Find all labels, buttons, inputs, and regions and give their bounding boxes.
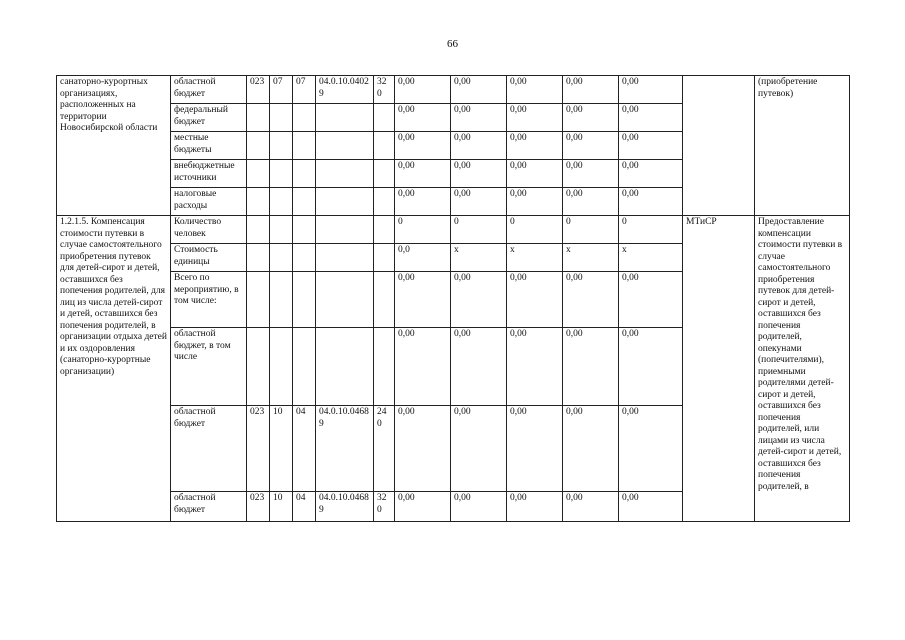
value-year-2-cell: 0,00 — [451, 76, 507, 104]
value-year-3-cell: 0,00 — [507, 160, 563, 188]
rz-cell — [270, 272, 293, 328]
value-year-2-cell: 0,00 — [451, 272, 507, 328]
value-year-1-cell: 0,00 — [395, 272, 451, 328]
funding-source-cell: Количество человек — [171, 216, 247, 244]
value-year-2-cell: 0,00 — [451, 492, 507, 522]
value-year-4-cell: x — [563, 244, 619, 272]
value-year-2-cell: 0,00 — [451, 328, 507, 406]
value-year-5-cell: 0,00 — [619, 104, 683, 132]
csr-cell — [316, 328, 374, 406]
rz-cell — [270, 188, 293, 216]
funding-source-cell: Всего по мероприятию, в том числе: — [171, 272, 247, 328]
rz-cell: 10 — [270, 406, 293, 492]
table-row — [57, 216, 850, 244]
value-year-3-cell: 0 — [507, 216, 563, 244]
value-year-1-cell: 0,00 — [395, 328, 451, 406]
value-year-5-cell: 0,00 — [619, 328, 683, 406]
funding-source-cell: федеральный бюджет — [171, 104, 247, 132]
value-year-3-cell: 0,00 — [507, 406, 563, 492]
value-year-2-cell: 0,00 — [451, 104, 507, 132]
measure-name-cell: санаторно-курортных организациях, расположенных на территории Новосибирской области — [57, 76, 171, 216]
csr-cell — [316, 104, 374, 132]
funding-source-cell: Стоимость единицы — [171, 244, 247, 272]
value-year-4-cell: 0 — [563, 216, 619, 244]
rz-cell — [270, 132, 293, 160]
csr-cell — [316, 132, 374, 160]
vr-cell — [374, 104, 395, 132]
responsible-executor-cell — [683, 76, 755, 216]
grbs-cell: 023 — [247, 492, 270, 522]
value-year-4-cell: 0,00 — [563, 76, 619, 104]
grbs-cell: 023 — [247, 76, 270, 104]
funding-source-cell: областной бюджет, в том числе — [171, 328, 247, 406]
csr-cell — [316, 188, 374, 216]
grbs-cell — [247, 216, 270, 244]
value-year-5-cell: x — [619, 244, 683, 272]
vr-cell — [374, 328, 395, 406]
rz-cell — [270, 244, 293, 272]
value-year-2-cell: x — [451, 244, 507, 272]
pr-cell — [293, 132, 316, 160]
pr-cell: 04 — [293, 492, 316, 522]
csr-cell: 04.0.10.04029 — [316, 76, 374, 104]
page-number: 66 — [447, 38, 458, 50]
value-year-1-cell: 0,0 — [395, 244, 451, 272]
pr-cell — [293, 104, 316, 132]
vr-cell — [374, 244, 395, 272]
funding-source-cell: местные бюджеты — [171, 132, 247, 160]
value-year-3-cell: 0,00 — [507, 328, 563, 406]
value-year-1-cell: 0,00 — [395, 132, 451, 160]
measure-name-cell: 1.2.1.5. Компенсация стоимости путевки в случае самостоятельного приобретения путевок для детей-сирот и детей, оставшихся без попечения родителей, для лиц из числа детей-сирот и детей, оставшихся без попечения родителей, в организации отдыха детей и их оздоровления (санаторно-курортные организации) — [57, 216, 171, 522]
value-year-4-cell: 0,00 — [563, 272, 619, 328]
grbs-cell — [247, 104, 270, 132]
value-year-5-cell: 0,00 — [619, 272, 683, 328]
grbs-cell — [247, 160, 270, 188]
pr-cell — [293, 328, 316, 406]
pr-cell — [293, 244, 316, 272]
rz-cell: 07 — [270, 76, 293, 104]
value-year-5-cell: 0,00 — [619, 132, 683, 160]
funding-source-cell: областной бюджет — [171, 492, 247, 522]
value-year-2-cell: 0 — [451, 216, 507, 244]
value-year-4-cell: 0,00 — [563, 406, 619, 492]
grbs-cell — [247, 328, 270, 406]
value-year-1-cell: 0,00 — [395, 492, 451, 522]
table-body — [57, 76, 850, 522]
value-year-3-cell: 0,00 — [507, 76, 563, 104]
rz-cell — [270, 104, 293, 132]
value-year-2-cell: 0,00 — [451, 188, 507, 216]
value-year-5-cell: 0,00 — [619, 76, 683, 104]
vr-cell — [374, 160, 395, 188]
rz-cell — [270, 328, 293, 406]
csr-cell: 04.0.10.04689 — [316, 406, 374, 492]
value-year-4-cell: 0,00 — [563, 104, 619, 132]
pr-cell: 07 — [293, 76, 316, 104]
value-year-1-cell: 0,00 — [395, 188, 451, 216]
grbs-cell: 023 — [247, 406, 270, 492]
csr-cell — [316, 160, 374, 188]
value-year-2-cell: 0,00 — [451, 132, 507, 160]
value-year-1-cell: 0,00 — [395, 76, 451, 104]
vr-cell — [374, 216, 395, 244]
funding-source-cell: областной бюджет — [171, 406, 247, 492]
pr-cell — [293, 188, 316, 216]
value-year-3-cell: 0,00 — [507, 104, 563, 132]
value-year-2-cell: 0,00 — [451, 406, 507, 492]
table-row — [57, 76, 850, 104]
csr-cell — [316, 272, 374, 328]
funding-source-cell: областной бюджет — [171, 76, 247, 104]
csr-cell — [316, 244, 374, 272]
value-year-3-cell: 0,00 — [507, 272, 563, 328]
vr-cell: 240 — [374, 406, 395, 492]
pr-cell: 04 — [293, 406, 316, 492]
value-year-3-cell: 0,00 — [507, 188, 563, 216]
vr-cell: 320 — [374, 492, 395, 522]
value-year-1-cell: 0 — [395, 216, 451, 244]
csr-cell: 04.0.10.04689 — [316, 492, 374, 522]
expected-result-cell: Предоставление компенсации стоимости путевки в случае самостоятельного приобретения путевок для детей-сирот и детей, оставшихся без попечения родителей, опекунами (попечителями), приемными родителями детей-сирот и детей, оставшихся без попечения родителей, или лицами из числа детей-сирот и детей, оставшихся без попечения родителей, в — [755, 216, 850, 522]
grbs-cell — [247, 272, 270, 328]
pr-cell — [293, 272, 316, 328]
funding-source-cell: внебюджетные источники — [171, 160, 247, 188]
grbs-cell — [247, 244, 270, 272]
rz-cell: 10 — [270, 492, 293, 522]
value-year-5-cell: 0 — [619, 216, 683, 244]
grbs-cell — [247, 188, 270, 216]
value-year-4-cell: 0,00 — [563, 160, 619, 188]
program-table — [56, 75, 850, 522]
pr-cell — [293, 216, 316, 244]
rz-cell — [270, 216, 293, 244]
csr-cell — [316, 216, 374, 244]
rz-cell — [270, 160, 293, 188]
value-year-1-cell: 0,00 — [395, 406, 451, 492]
value-year-5-cell: 0,00 — [619, 160, 683, 188]
value-year-4-cell: 0,00 — [563, 328, 619, 406]
value-year-1-cell: 0,00 — [395, 160, 451, 188]
vr-cell — [374, 188, 395, 216]
grbs-cell — [247, 132, 270, 160]
value-year-1-cell: 0,00 — [395, 104, 451, 132]
responsible-executor-cell: МТиСР — [683, 216, 755, 522]
pr-cell — [293, 160, 316, 188]
value-year-4-cell: 0,00 — [563, 188, 619, 216]
value-year-2-cell: 0,00 — [451, 160, 507, 188]
vr-cell — [374, 132, 395, 160]
value-year-4-cell: 0,00 — [563, 492, 619, 522]
value-year-5-cell: 0,00 — [619, 188, 683, 216]
value-year-3-cell: x — [507, 244, 563, 272]
value-year-5-cell: 0,00 — [619, 492, 683, 522]
value-year-3-cell: 0,00 — [507, 132, 563, 160]
expected-result-cell: (приобретение путевок) — [755, 76, 850, 216]
vr-cell: 320 — [374, 76, 395, 104]
funding-source-cell: налоговые расходы — [171, 188, 247, 216]
value-year-3-cell: 0,00 — [507, 492, 563, 522]
vr-cell — [374, 272, 395, 328]
value-year-5-cell: 0,00 — [619, 406, 683, 492]
value-year-4-cell: 0,00 — [563, 132, 619, 160]
